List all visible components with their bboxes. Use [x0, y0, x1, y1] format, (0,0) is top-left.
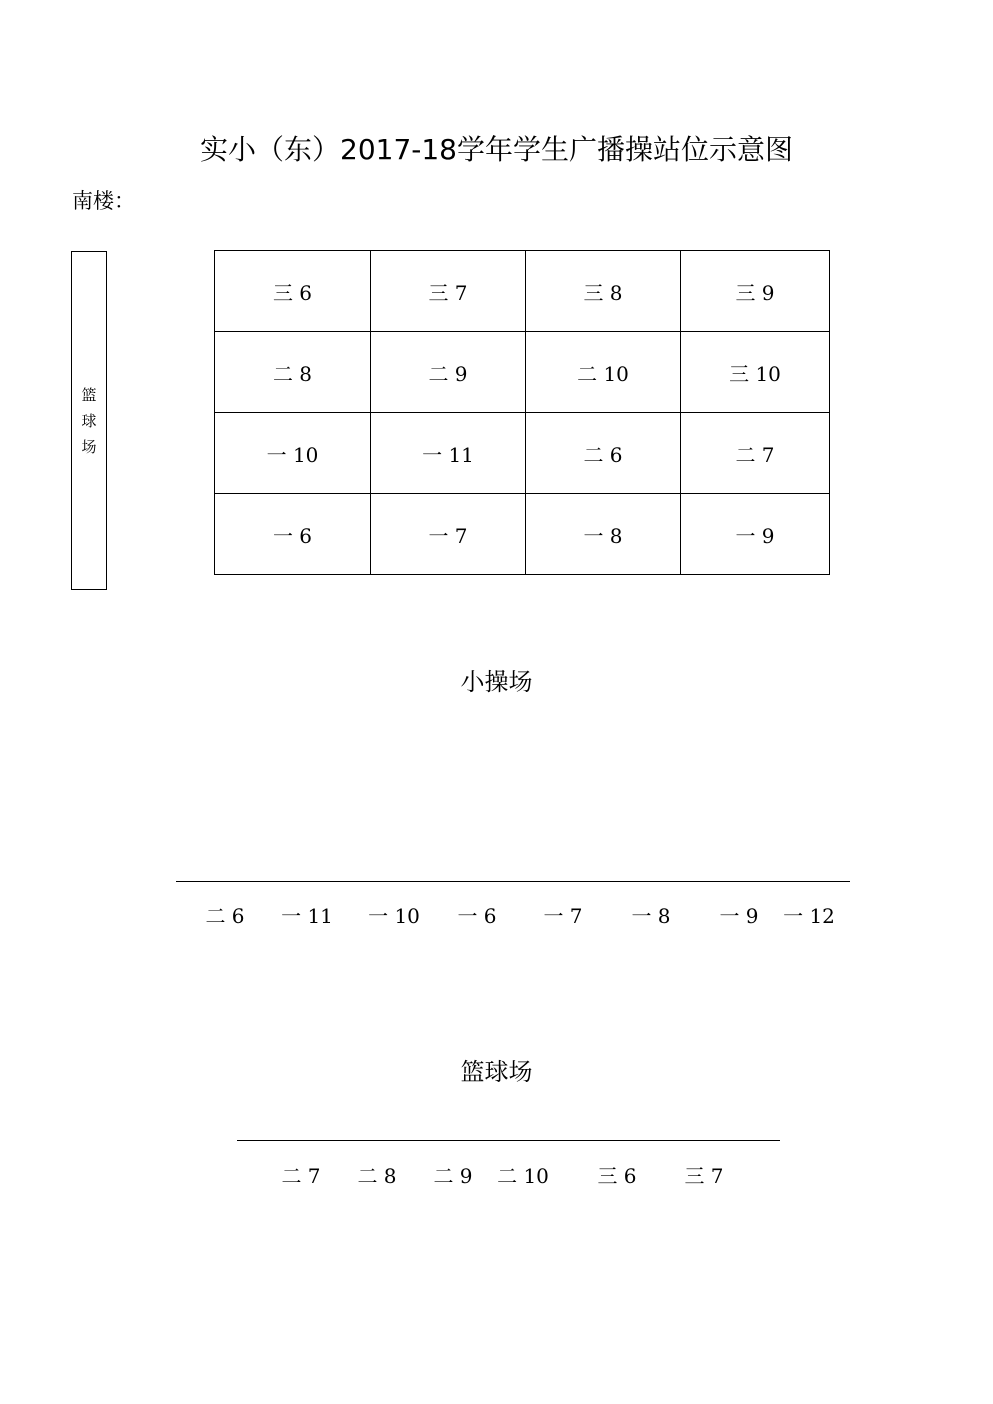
class-position: 二 7 — [281, 1164, 321, 1188]
class-position: 一 11 — [281, 904, 333, 928]
class-position: 一 9 — [719, 904, 759, 928]
basketball-court-line — [237, 1140, 780, 1141]
grid-cell: 一 7 — [371, 494, 526, 575]
grid-cell: 二 8 — [215, 332, 371, 413]
class-position: 一 6 — [457, 904, 497, 928]
grid-cell: 三 8 — [526, 251, 681, 332]
grid-cell: 一 10 — [215, 413, 371, 494]
grid-row — [215, 494, 830, 575]
grid-row — [215, 413, 830, 494]
side-court-char: 球 — [81, 412, 97, 430]
class-position: 一 10 — [368, 904, 420, 928]
grid-cell: 二 9 — [371, 332, 526, 413]
class-position: 一 8 — [631, 904, 671, 928]
grid-cell: 三 7 — [371, 251, 526, 332]
grid-cell: 二 10 — [526, 332, 681, 413]
side-basketball-court — [71, 251, 107, 590]
side-court-label — [72, 382, 106, 460]
grid-cell: 一 9 — [681, 494, 830, 575]
side-court-char: 篮 — [81, 386, 97, 404]
class-position: 二 8 — [357, 1164, 397, 1188]
basketball-court-label: 篮球场 — [460, 1058, 533, 1086]
side-court-char: 场 — [81, 438, 97, 456]
small-playground-label: 小操场 — [460, 668, 533, 696]
building-label: 南楼： — [72, 189, 135, 213]
grid-cell: 一 6 — [215, 494, 371, 575]
grid-cell: 三 9 — [681, 251, 830, 332]
class-position: 三 7 — [684, 1164, 724, 1188]
class-position: 二 10 — [497, 1164, 549, 1188]
grid-cell: 三 6 — [215, 251, 371, 332]
class-position: 二 6 — [205, 904, 245, 928]
grid-cell: 二 6 — [526, 413, 681, 494]
grid-cell: 一 11 — [371, 413, 526, 494]
grid-cell: 三 10 — [681, 332, 830, 413]
position-grid — [214, 250, 830, 575]
grid-row — [215, 251, 830, 332]
page-title: 实小（东）2017-18学年学生广播操站位示意图 — [200, 133, 793, 166]
grid-row — [215, 332, 830, 413]
grid-cell: 一 8 — [526, 494, 681, 575]
grid-cell: 二 7 — [681, 413, 830, 494]
small-playground-line — [176, 881, 850, 882]
class-position: 一 12 — [783, 904, 835, 928]
class-position: 一 7 — [543, 904, 583, 928]
class-position: 二 9 — [433, 1164, 473, 1188]
class-position: 三 6 — [597, 1164, 637, 1188]
